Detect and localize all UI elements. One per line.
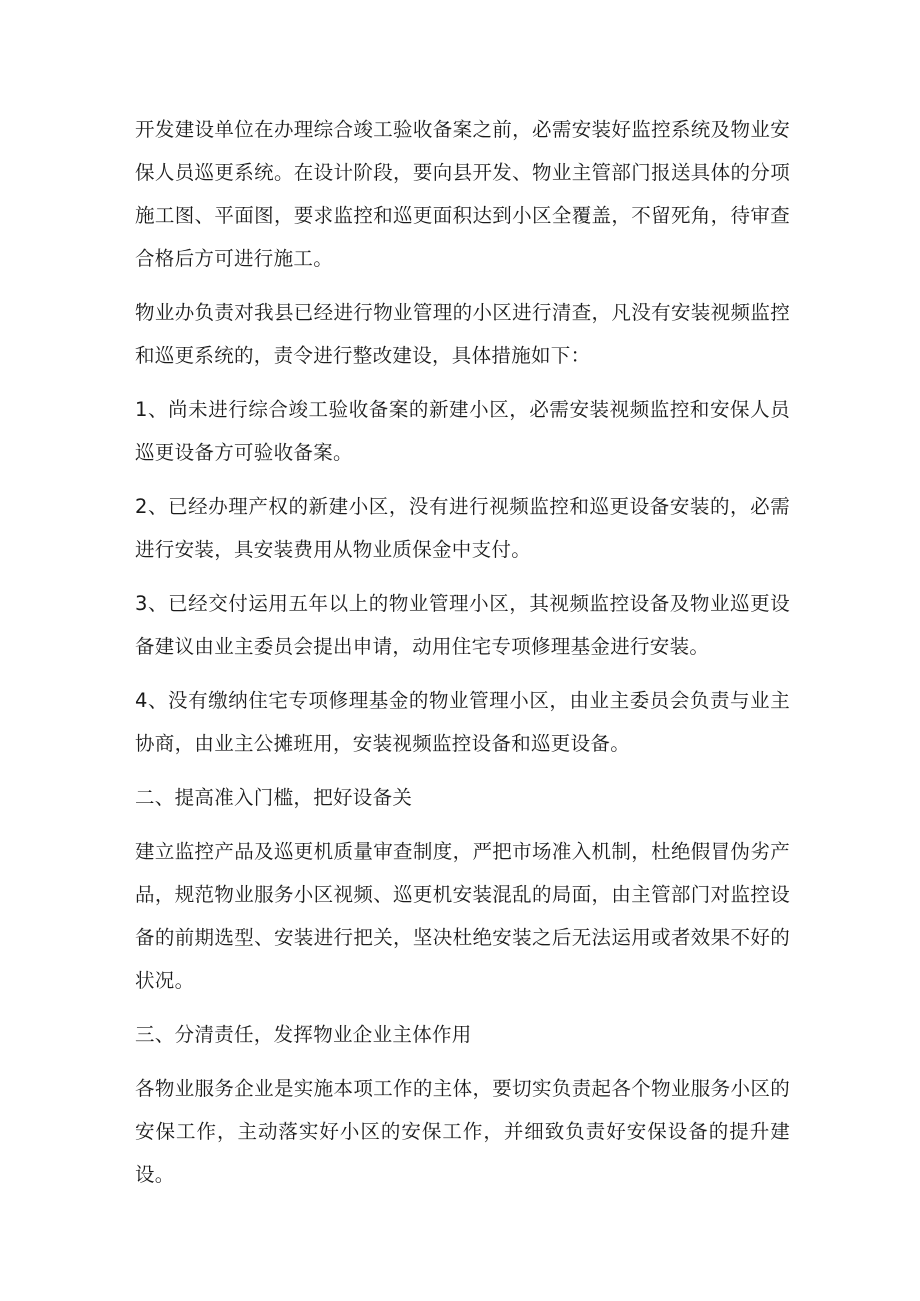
section-heading-3: 三、分清责任，发挥物业企业主体作用: [135, 1023, 472, 1046]
document-body: [135, 108, 790, 1207]
list-item-3: 3、已经交付运用五年以上的物业管理小区，其视频监控设备及物业巡更设备建议由业主委员会提出申请，动用住宅专项修理基金进行安装。: [135, 592, 790, 658]
list-item-2: 2、已经办理产权的新建小区，没有进行视频监控和巡更设备安装的，必需进行安装，具安装费用从物业质保金中支付。: [135, 495, 790, 561]
paragraph-construction-requirement: 开发建设单位在办理综合竣工验收备案之前，必需安装好监控系统及物业安保人员巡更系统。在设计阶段，要向县开发、物业主管部门报送具体的分项施工图、平面图，要求监控和巡更面积达到小区全覆盖，不留死角，待审查合格后方可进行施工。: [135, 118, 790, 270]
paragraph-enterprise-responsibility: 各物业服务企业是实施本项工作的主体，要切实负责起各个物业服务小区的安保工作，主动落实好小区的安保工作，并细致负责好安保设备的提升建设。: [135, 1077, 790, 1186]
list-item-4: 4、没有缴纳住宅专项修理基金的物业管理小区，由业主委员会负责与业主协商，由业主公摊班用，安装视频监控设备和巡更设备。: [135, 689, 790, 755]
section-heading-2: 二、提高准入门槛，把好设备关: [135, 786, 413, 809]
paragraph-property-office-inspection: 物业办负责对我县已经进行物业管理的小区进行清查，凡没有安装视频监控和巡更系统的，责令进行整改建设，具体措施如下：: [135, 301, 790, 367]
paragraph-quality-review: 建立监控产品及巡更机质量审查制度，严把市场准入机制，杜绝假冒伪劣产品，规范物业服务小区视频、巡更机安装混乱的局面，由主管部门对监控设备的前期选型、安装进行把关，坚决杜绝安装之后无法运用或者效果不好的状况。: [135, 840, 790, 992]
list-item-1: 1、尚未进行综合竣工验收备案的新建小区，必需安装视频监控和安保人员巡更设备方可验收备案。: [135, 398, 790, 464]
